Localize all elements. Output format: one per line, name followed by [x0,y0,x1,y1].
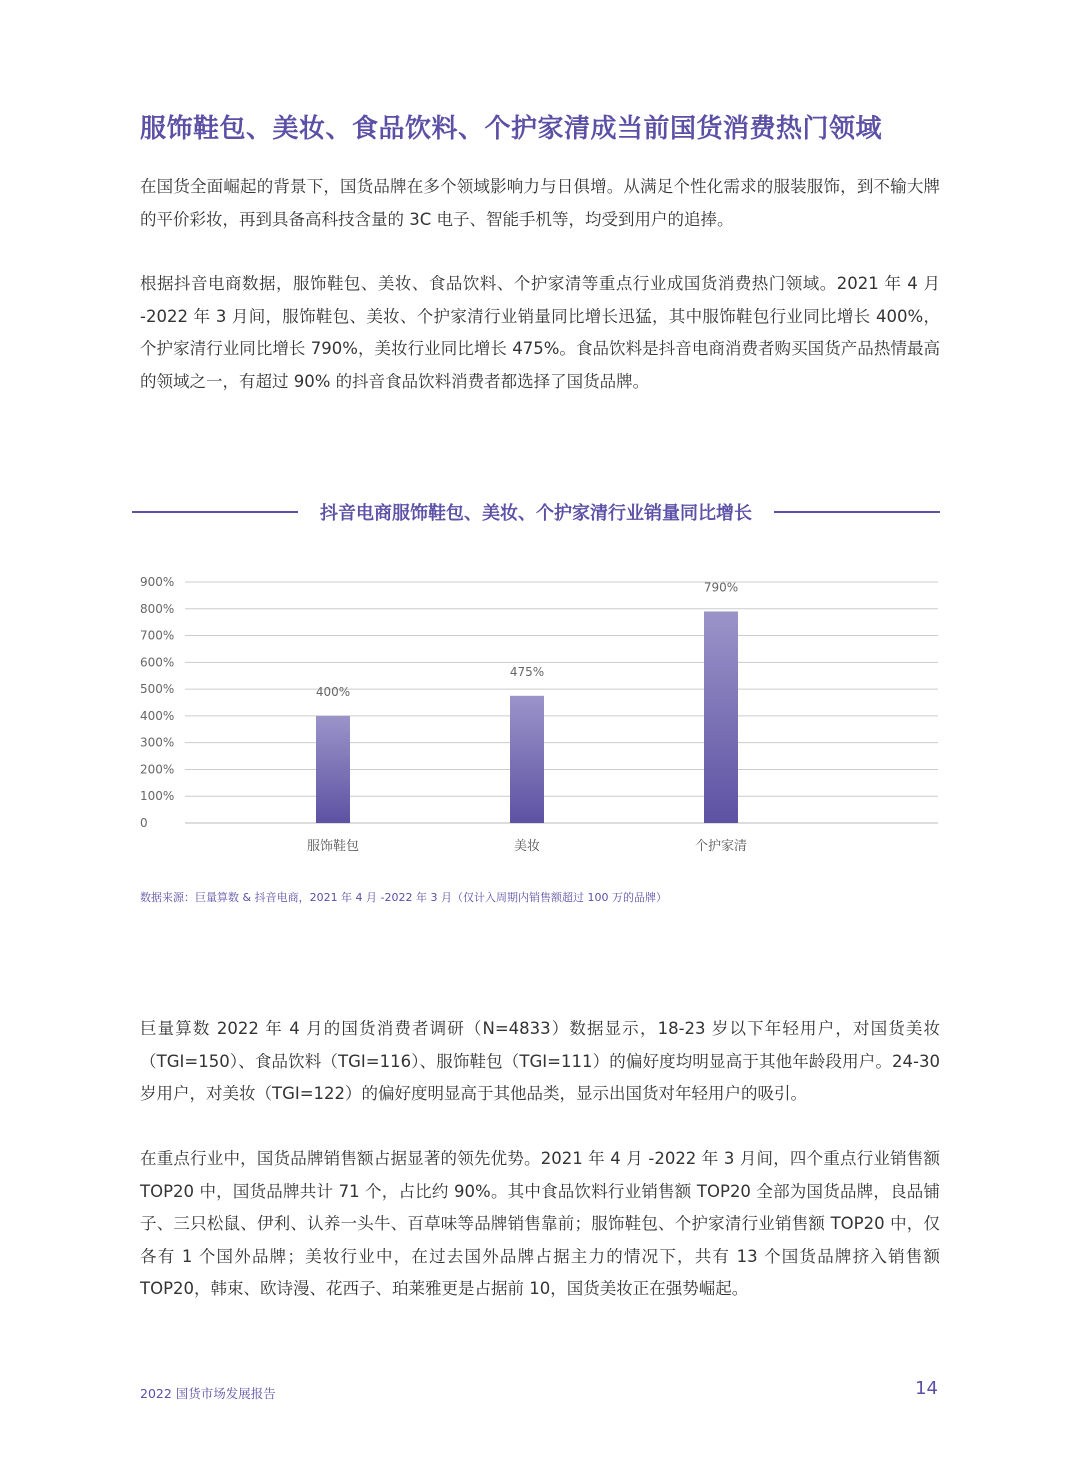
intro-paragraph: 在国货全面崛起的背景下，国货品牌在多个领域影响力与日俱增。从满足个性化需求的服装服饰，到不输大牌的平价彩妆，再到具备高科技含量的 3C 电子、智能手机等，均受到用户的追捧。 [140,177,940,229]
y-tick-label: 100% [140,789,175,804]
x-category-label: 美妆 [513,839,541,854]
bar-3 [704,611,738,823]
y-tick-label: 200% [140,762,175,777]
sales-paragraph: 在重点行业中，国货品牌销售额占据显著的领先优势。2021 年 4 月 -2022 年 3 月间，四个重点行业销售额 TOP20 中，国货品牌共计 71 个，占比约 90%。其中食品饮料行业销售额 TOP20 全部为国货品牌，良品铺子、三只松鼠、伊利、认养一头牛、百草味等品牌销售靠前；服饰鞋包、个护家清行业销售额 TOP20 中，仅各有 1 个国外品牌；美妆行业中，在过去国外品牌占据主力的情况下，共有 13 个国货品牌挤入销售额 TOP20，韩束、欧诗漫、花西子、珀莱雅更是占据前 10，国货美妆正在强势崛起。 [140,1149,940,1298]
x-category-label: 服饰鞋包 [306,839,360,854]
chart-heading [132,496,940,528]
survey-paragraph: 巨量算数 2022 年 4 月的国货消费者调研（N=4833）数据显示，18-23 岁以下年轻用户，对国货美妆（TGI=150）、食品饮料（TGI=116）、服饰鞋包（TGI=111）的偏好度均明显高于其他年龄段用户。24-30 岁用户，对美妆（TGI=122）的偏好度明显高于其他品类，显示出国货对年轻用户的吸引。 [140,1019,940,1103]
bar-2 [510,696,544,823]
bar-value-label: 790% [703,580,739,595]
data-source-note: 数据来源：巨量算数 & 抖音电商，2021 年 4 月 -2022 年 3 月（仅计入周期内销售额超过 100 万的品牌） [140,891,667,904]
page-title: 服饰鞋包、美妆、食品饮料、个护家清成当前国货消费热门领域 [140,114,883,144]
y-tick-label: 400% [140,708,175,723]
bar-1 [316,716,350,823]
footer-report-name: 2022 国货市场发展报告 [140,1386,276,1401]
bar-value-label: 475% [509,664,545,679]
y-tick-label: 600% [140,655,175,670]
page-number: 14 [915,1378,938,1399]
bar-chart [130,565,950,865]
y-tick-label: 300% [140,735,175,750]
chart-title: 抖音电商服饰鞋包、美妆、个护家清行业销量同比增长 [320,503,752,524]
x-category-label: 个护家清 [694,839,748,854]
bar-value-label: 400% [315,684,351,699]
y-tick-label: 500% [140,682,175,697]
industry-paragraph: 根据抖音电商数据，服饰鞋包、美妆、食品饮料、个护家清等重点行业成国货消费热门领域。2021 年 4 月 -2022 年 3 月间，服饰鞋包、美妆、个护家清行业销量同比增长迅猛，其中服饰鞋包行业同比增长 400%，个护家清行业同比增长 790%，美妆行业同比增长 475%。食品饮料是抖音电商消费者购买国货产品热情最高的领域之一，有超过 90% 的抖音食品饮料消费者都选择了国货品牌。 [140,274,940,391]
y-tick-label: 0 [140,816,148,830]
y-tick-label: 800% [140,601,175,616]
y-tick-label: 900% [140,575,175,589]
chart-heading-rule-right [774,511,940,513]
chart-heading-rule-left [132,511,298,513]
y-tick-label: 700% [140,628,175,643]
